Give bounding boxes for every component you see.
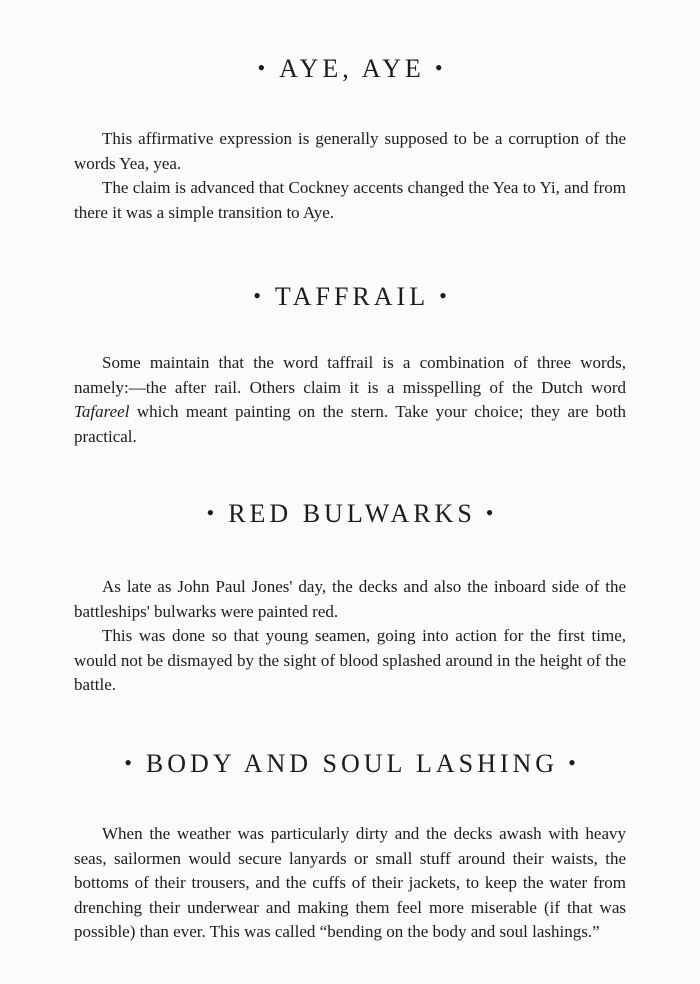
- section-heading: [74, 282, 626, 313]
- heading-text: TAFFRAIL: [274, 282, 430, 311]
- section-red-bulwarks: [74, 499, 626, 698]
- section-body: [74, 127, 626, 225]
- bullet-icon: •: [568, 750, 576, 775]
- paragraph: When the weather was particularly dirty and the decks awash with heavy seas, sailormen would secure lanyards or small stuff around their waists, the bottoms of their trousers, and the cuffs of their jackets, to keep the water from drenching their underwear and making them feel more miserable (if that was possible) than ever. This was called “bending on the body and soul lashings.”: [74, 824, 626, 941]
- bullet-icon: •: [253, 283, 261, 308]
- section-body: [74, 822, 626, 945]
- paragraph: As late as John Paul Jones' day, the decks and also the inboard side of the battleships' bulwarks were painted red.: [74, 577, 626, 621]
- paragraph: This affirmative expression is generally supposed to be a corruption of the words Yea, yea.: [74, 129, 626, 173]
- heading-text: AYE, AYE: [279, 54, 425, 83]
- bullet-icon: •: [434, 55, 443, 80]
- heading-text: BODY AND SOUL LASHING: [145, 749, 559, 778]
- heading-text: RED BULWARKS: [228, 499, 476, 528]
- paragraph-text: Some maintain that the word taffrail is a combination of three words, namely:—the after rail. Others claim it is a misspelling of the Dutch word: [74, 353, 626, 397]
- bullet-icon: •: [439, 283, 447, 308]
- section-body: [74, 351, 626, 449]
- italic-term: Tafareel: [74, 402, 130, 421]
- paragraph: [74, 351, 626, 449]
- section-body-and-soul-lashing: [74, 749, 626, 945]
- paragraph-text: which meant painting on the stern. Take your choice; they are both practical.: [74, 402, 626, 446]
- section-aye-aye: [74, 54, 626, 225]
- section-taffrail: [74, 282, 626, 449]
- bullet-icon: •: [257, 55, 266, 80]
- section-heading: [74, 499, 626, 530]
- section-heading: [74, 54, 626, 85]
- bullet-icon: •: [206, 500, 215, 525]
- bullet-icon: •: [485, 500, 494, 525]
- paragraph: The claim is advanced that Cockney accents changed the Yea to Yi, and from there it was a simple transition to Aye.: [74, 178, 626, 222]
- paragraph: This was done so that young seamen, going into action for the first time, would not be dismayed by the sight of blood splashed around in the height of the battle.: [74, 626, 626, 694]
- section-body: [74, 575, 626, 698]
- bullet-icon: •: [124, 750, 132, 775]
- section-heading: [74, 749, 626, 780]
